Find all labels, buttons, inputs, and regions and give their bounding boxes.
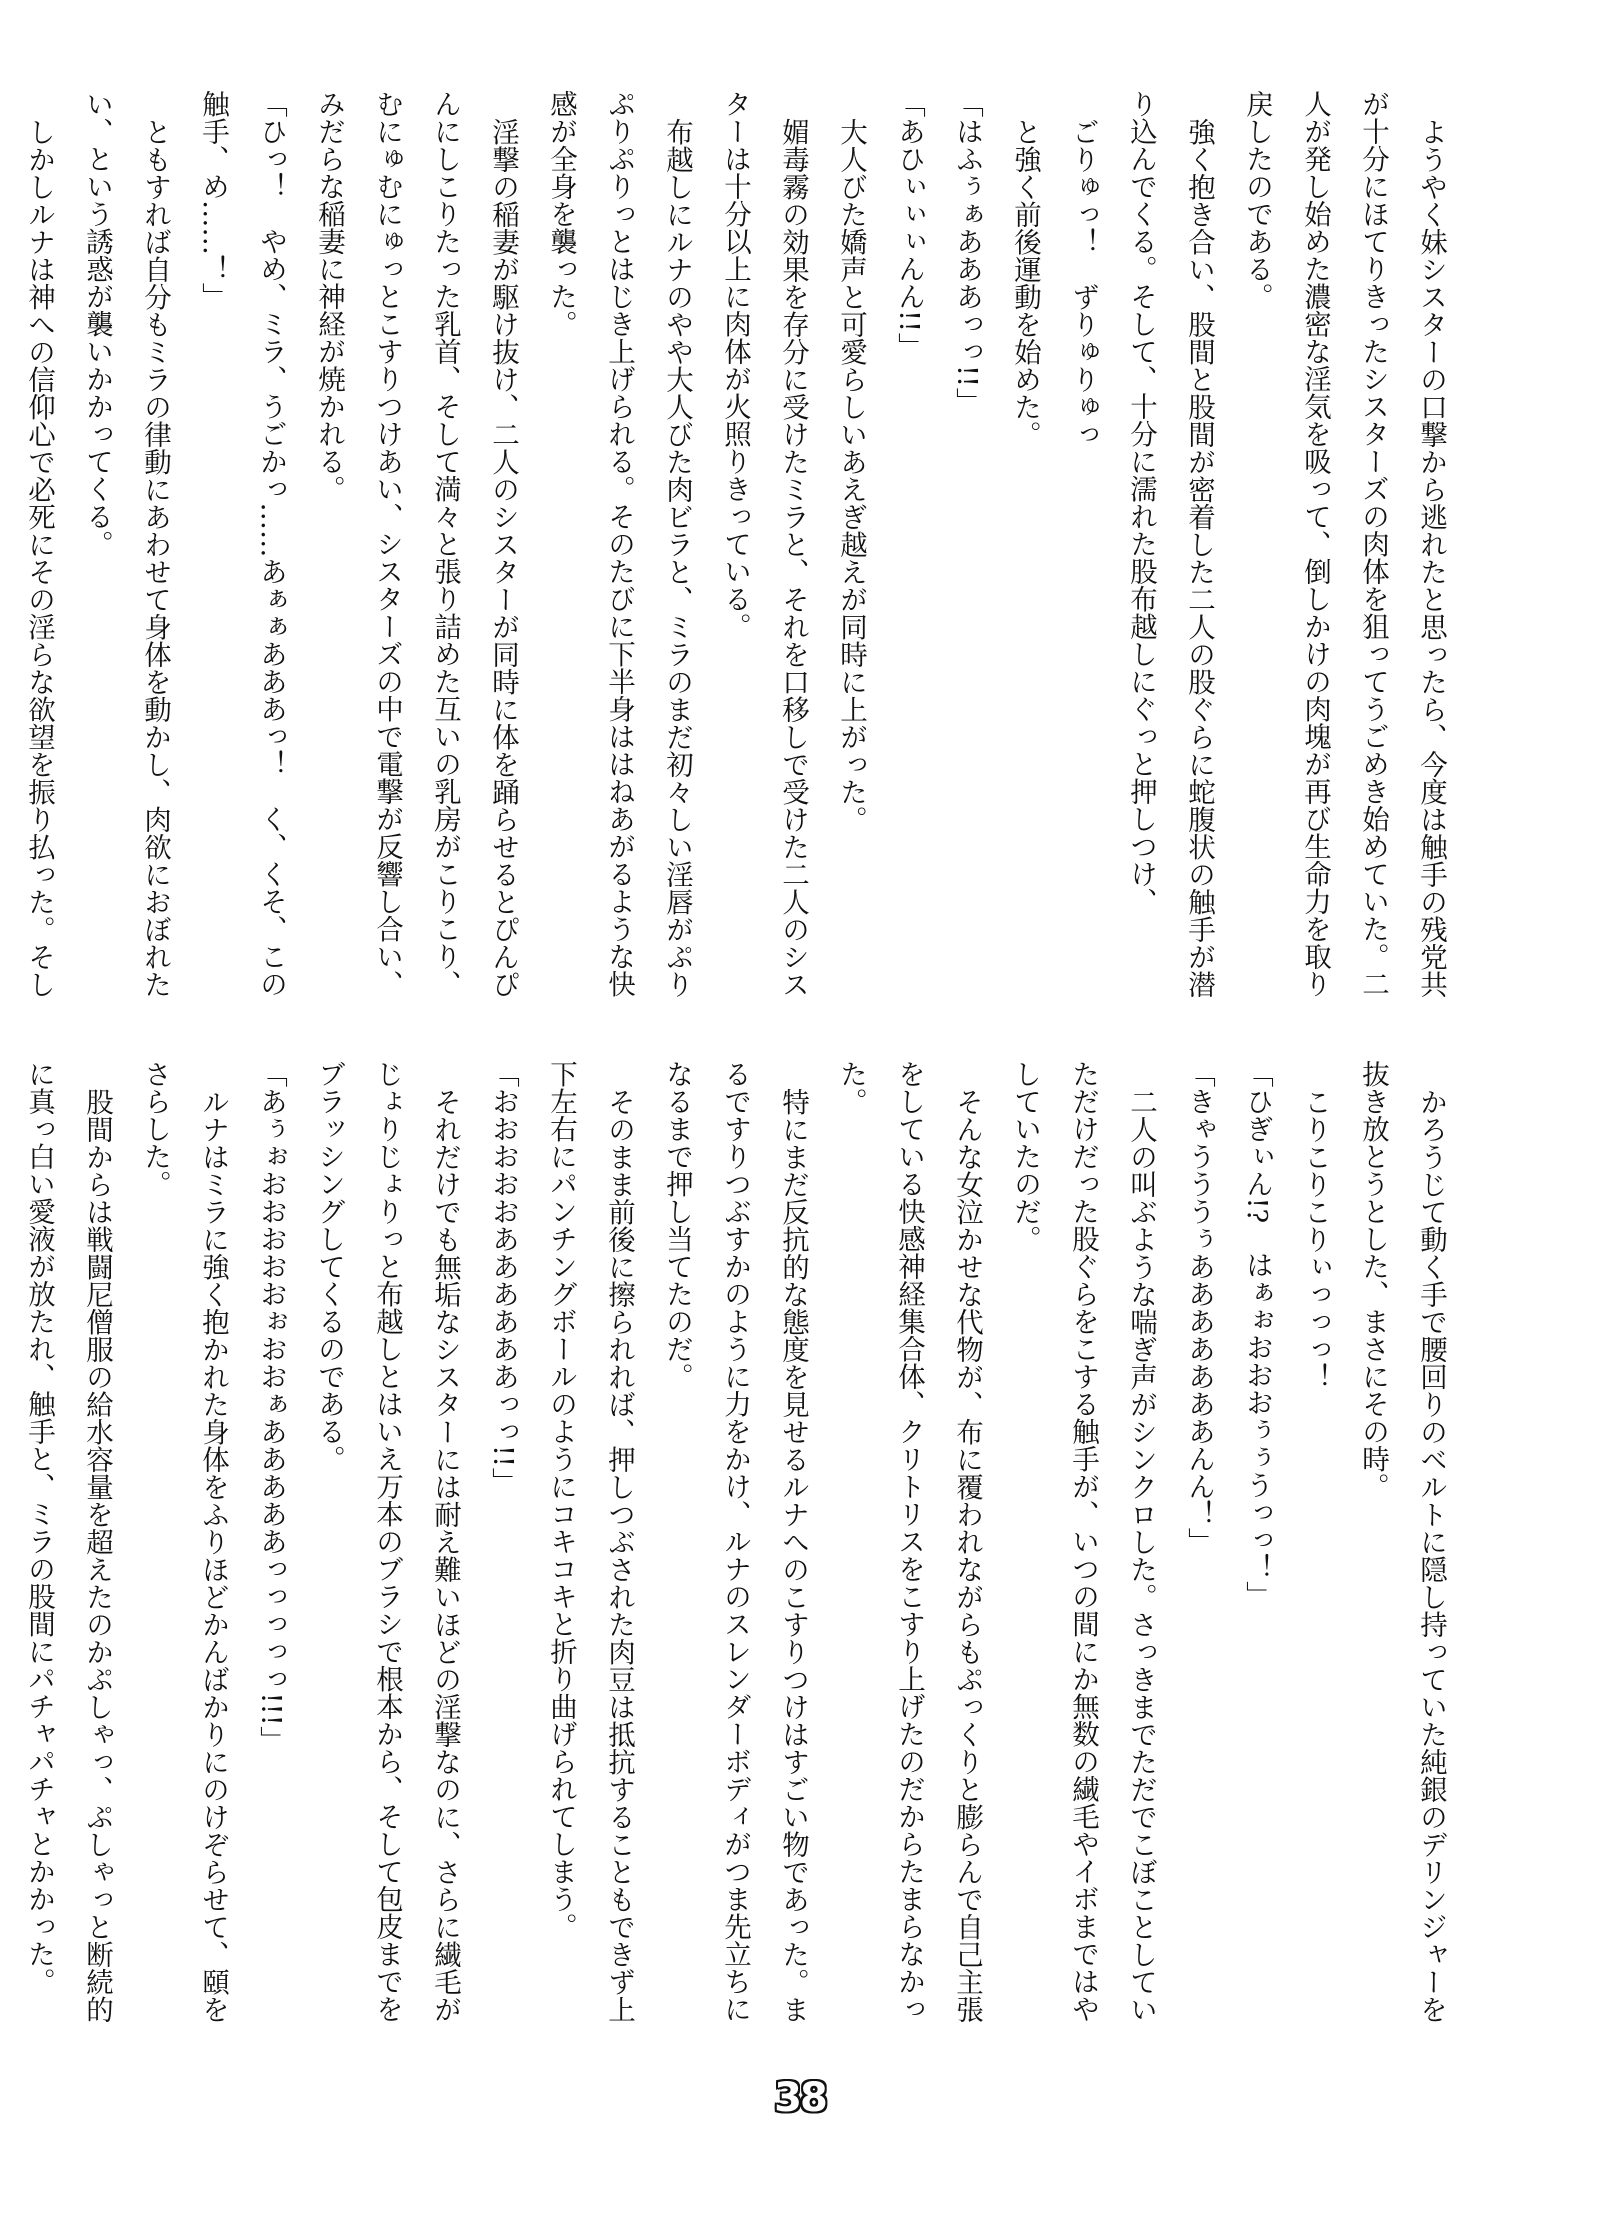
paragraph: ごりゅっ！ ずりゅりゅっ [1067,117,1099,448]
paragraph: 媚毒霧の効果を存分に受けたミラと、それを口移しで受けた二人のシスターは十分以上に肉体が火照りきっている。 [719,90,809,998]
paragraph: ようやく妹シスターの口撃から逃れたと思ったら、今度は触手の残党共が十分にほてりきったシスターズの肉体を狙ってうごめき始めていた。二人が発し始めた濃密な淫気を吸って、倒しかけの肉塊が再び生命力を取り戻したのである。 [1241,90,1447,998]
paragraph: 強く抱き合い、股間と股間が密着した二人の股ぐらに蛇腹状の触手が潜り込んでくる。そして、十分に濡れた股布越しにぐっと押しつけ、 [1125,90,1215,998]
paragraph: 淫撃の稲妻が駆け抜け、二人のシスターが同時に体を踊らせるとぴんぴんにしこりたった乳首、そして満々と張り詰めた互いの乳房がこりこり、むにゅむにゅっとこすりつけあい、シスターズの中で電撃が反響し合い、みだらな稲妻に神経が焼かれる。 [313,90,519,998]
paragraph: 二人の叫ぶような喘ぎ声がシンクロした。さっきまでただでこぼことしていただけだった股ぐらをこする触手が、いつの間にか無数の繊毛やイボまではやしていたのだ。 [1009,1060,1157,2023]
dialogue-line: 「ひぎぃん!? はぁぉおおおぅぅうっっ！」 [1241,1060,1273,1609]
paragraph: しかしルナは神への信仰心で必死にその淫らな欲望を振り払った。そし [23,117,55,998]
dialogue-line: 「はふぅぁあああっっ!!」 [951,90,983,415]
paragraph: それだけでも無垢なシスターには耐え難いほどの淫撃なのに、さらに繊毛がじょりじょりっと布越しとはいえ万本のブラシで根本から、そして包皮までをブラッシングしてくるのである。 [313,1060,461,2023]
dialogue-line: 「おおおおおああああああっっ!!」 [487,1060,519,1495]
paragraph: と強く前後運動を始めた。 [1009,117,1041,448]
paragraph: 股間からは戦闘尼僧服の給水容量を超えたのかぷしゃっ、ぷしゃっと断続的に真っ白い愛液が放たれ、触手と、ミラの股間にパチャパチャとかかった。 [23,1060,113,2023]
paragraph: かろうじて動く手で腰回りのベルトに隠し持っていた純銀のデリンジャーを抜き放とうとした、まさにその時。 [1357,1060,1447,2023]
paragraph: 大人びた嬌声と可愛らしいあえぎ越えが同時に上がった。 [835,117,867,833]
dialogue-line: 「あぅぉおおおおおぉおおぁあああああっっっっっ!!!」 [255,1060,287,1754]
paragraph: こりこりこりぃっっっ！ [1299,1087,1331,1390]
upper-text-block [23,90,1460,1020]
paragraph: そんな女泣かせな代物が、布に覆われながらもぷっくりと膨らんで自己主張をしている快感神経集合体、クリトリスをこすり上げたのだからたまらなかった。 [835,1060,983,2023]
dialogue-line: 「あひぃぃぃんん!!」 [893,90,925,360]
dialogue-line: 「きゃうううぅあああああああんん！」 [1183,1060,1215,1555]
paragraph: そのまま前後に擦られれば、押しつぶされた肉豆は抵抗することもできず上下左右にパンチングボールのようにコキコキと折り曲げられてしまう。 [545,1060,635,2023]
dialogue-line: 「ひっ！ やめ、ミラ、うごかっ……あぁぁあああっ！ く、くそ、この触手、め……！」 [197,90,287,998]
paragraph: 特にまだ反抗的な態度を見せるルナへのこすりつけはすごい物であった。まるですりつぶすかのように力をかけ、ルナのスレンダーボディがつま先立ちになるまで押し当てたのだ。 [661,1060,809,2023]
page-number: 38 [774,2075,826,2121]
lower-text-block [23,1060,1460,2040]
paragraph: ともすれば自分もミラの律動にあわせて身体を動かし、肉欲におぼれたい、という誘惑が襲いかかってくる。 [81,90,171,998]
paragraph: 布越しにルナのやや大人びた肉ビラと、ミラのまだ初々しい淫唇がぷりぷりぷりっとはじき上げられる。そのたびに下半身ははねあがるような快感が全身を襲った。 [545,90,693,998]
paragraph: ルナはミラに強く抱かれた身体をふりほどかんばかりにのけぞらせて、頤をさらした。 [139,1060,229,2023]
